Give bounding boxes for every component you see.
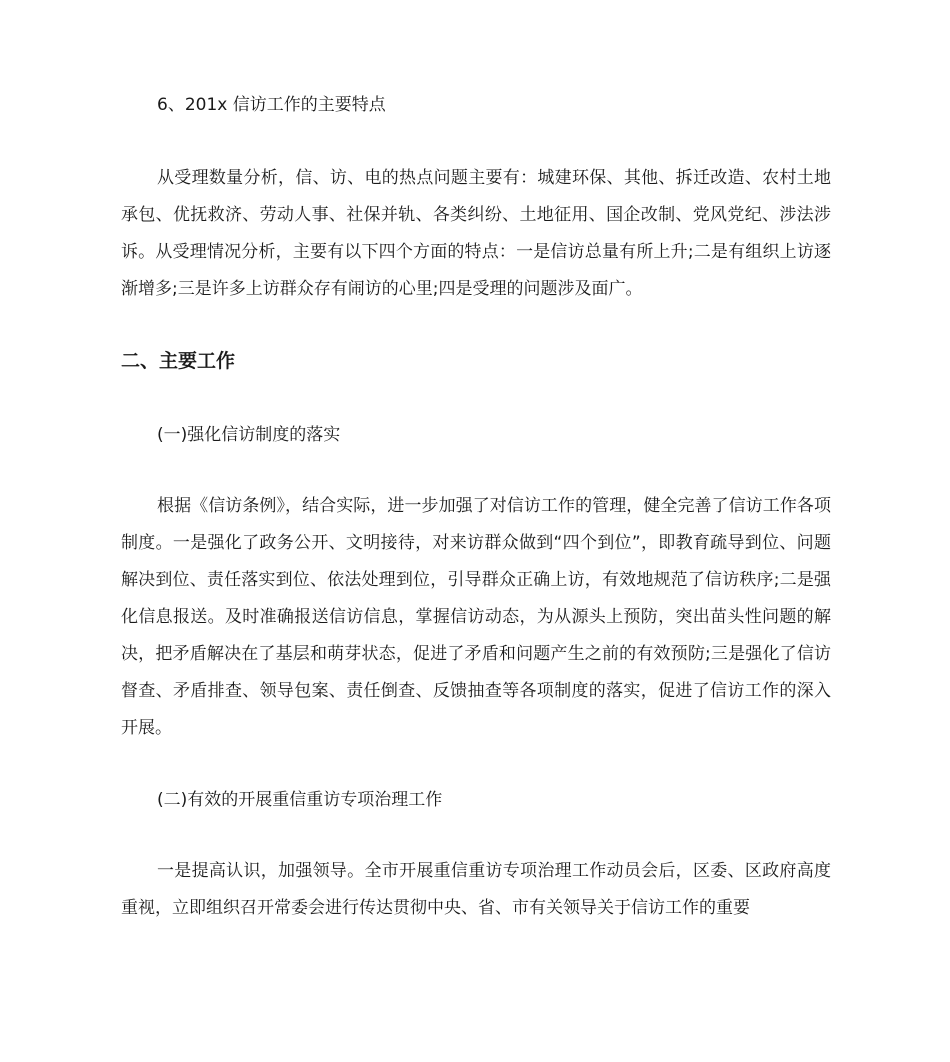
subsection-2-paragraph: 一是提高认识，加强领导。全市开展重信重访专项治理工作动员会后，区委、区政府高度重视，立即组织召开常委会进行传达贯彻中央、省、市有关领导关于信访工作的重要 bbox=[121, 861, 831, 918]
section-6-title: 6、201x 信访工作的主要特点 bbox=[157, 95, 386, 115]
subsection-2-title: (二)有效的开展重信重访专项治理工作 bbox=[157, 790, 443, 810]
subsection-1-title: (一)强化信访制度的落实 bbox=[157, 425, 341, 445]
section-6-paragraph: 从受理数量分析，信、访、电的热点问题主要有：城建环保、其他、拆迁改造、农村土地承包、优抚救济、劳动人事、社保并轨、各类纠纷、土地征用、国企改制、党风党纪、涉法涉诉。从受理情况分析，主要有以下四个方面的特点：一是信访总量有所上升;二是有组织上访逐渐增多;三是许多上访群众存有闹访的心里;四是受理的问题涉及面广。 bbox=[121, 168, 831, 299]
subsection-1-paragraph: 根据《信访条例》，结合实际，进一步加强了对信访工作的管理，健全完善了信访工作各项制度。一是强化了政务公开、文明接待，对来访群众做到“四个到位”，即教育疏导到位、问题解决到位、责任落实到位、依法处理到位，引导群众正确上访，有效地规范了信访秩序;二是强化信息报送。及时准确报送信访信息，掌握信访动态，为从源头上预防，突出苗头性问题的解决，把矛盾解决在了基层和萌芽状态，促进了矛盾和问题产生之前的有效预防;三是强化了信访督查、矛盾排查、领导包案、责任倒查、反馈抽查等各项制度的落实，促进了信访工作的深入开展。 bbox=[121, 496, 831, 738]
main-work-heading: 二、主要工作 bbox=[121, 350, 236, 372]
